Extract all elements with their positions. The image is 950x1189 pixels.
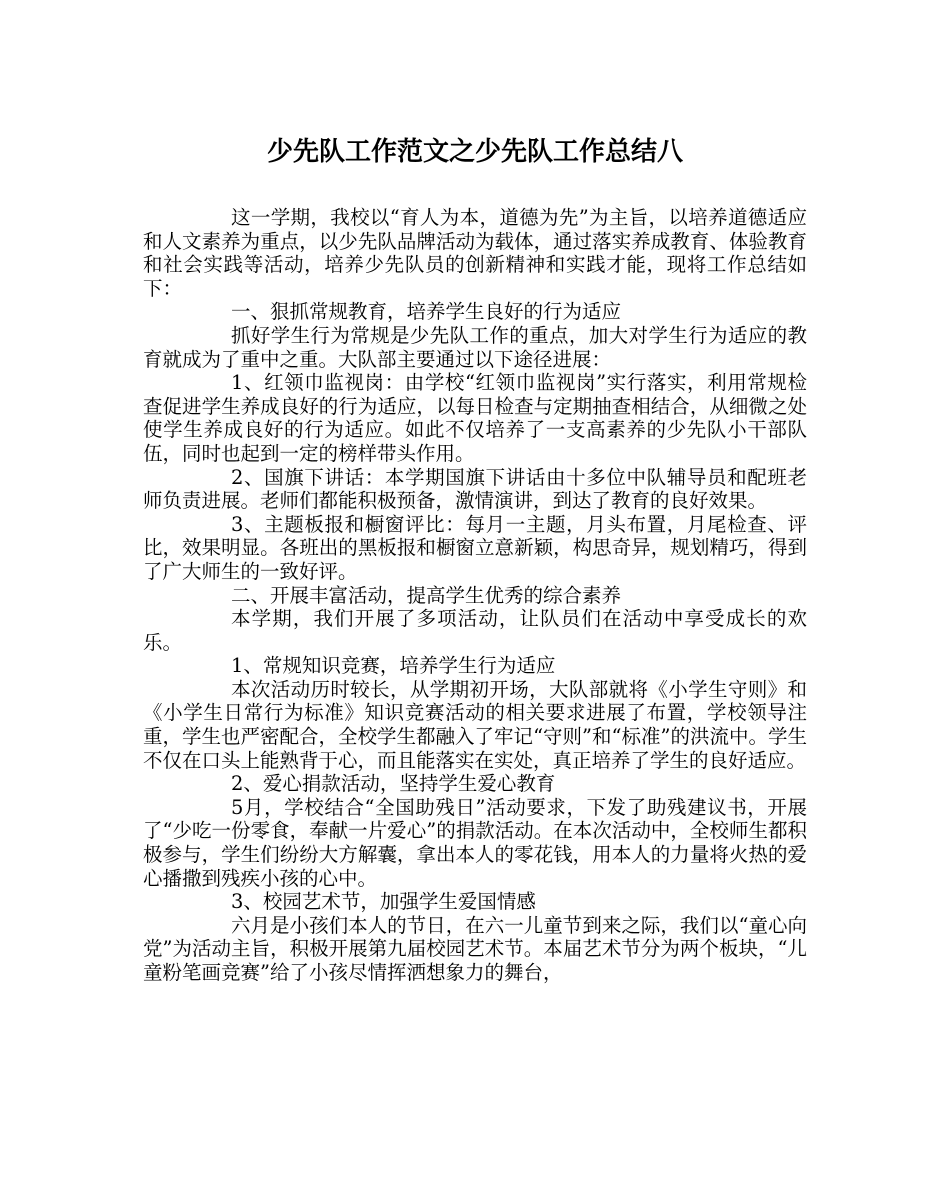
document-title: 少先队工作范文之少先队工作总结八 (266, 137, 683, 167)
intro-paragraph: 这一学期，我校以“育人为本，道德为先”为主旨，以培养道德适应和人文素养为重点，以少先队品牌活动为载体，通过落实养成教育、体验教育和社会实践等活动，培养少先队员的创新精神和实践才能，现将工作总结如下： (143, 206, 807, 300)
section-1-intro-paragraph: 抓好学生行为常规是少先队工作的重点，加大对学生行为适应的教育就成为了重中之重。大队部主要通过以下途径进展： (143, 323, 807, 371)
section-2-item-2-heading: 2、爱心捐款活动，坚持学生爱心教育 (231, 772, 556, 796)
section-heading-2: 二、开展丰富活动，提高学生优秀的综合素养 (231, 583, 622, 607)
section-2-item-3-heading: 3、校园艺术节，加强学生爱国情感 (231, 890, 536, 914)
section-1-item-1-paragraph: 1、红领巾监视岗：由学校“红领巾监视岗”实行落实，利用常规检查促进学生养成良好的行为适应，以每日检查与定期抽查相结合，从细微之处使学生养成良好的行为适应。如此不仅培养了一支高素养的少先队小干部队伍，同时也起到一定的榜样带头作用。 (143, 371, 807, 465)
section-2-item-3-paragraph: 六月是小孩们本人的节日，在六一儿童节到来之际，我们以“童心向党”为活动主旨，积极开展第九届校园艺术节。本届艺术节分为两个板块，“儿童粉笔画竞赛”给了小孩尽情挥洒想象力的舞台， (143, 913, 807, 984)
document-body (143, 206, 807, 985)
section-1-item-2-paragraph: 2、国旗下讲话：本学期国旗下讲话由十多位中队辅导员和配班老师负责进展。老师们都能积极预备，激情演讲，到达了教育的良好效果。 (143, 465, 807, 513)
section-2-intro-paragraph: 本学期，我们开展了多项活动，让队员们在活动中享受成长的欢乐。 (143, 607, 807, 654)
section-2-item-1-paragraph: 本次活动历时较长，从学期初开场，大队部就将《小学生守则》和《小学生日常行为标准》知识竞赛活动的相关要求进展了布置，学校领导注重，学生也严密配合，全校学生都融入了牢记“守则”和“标准”的洪流中。学生不仅在口头上能熟背于心，而且能落实在实处，真正培养了学生的良好适应。 (143, 677, 807, 772)
section-2-item-1-heading: 1、常规知识竞赛，培养学生行为适应 (231, 654, 556, 678)
section-heading-1: 一、狠抓常规教育，培养学生良好的行为适应 (231, 300, 622, 324)
section-1-item-3-paragraph: 3、主题板报和橱窗评比：每月一主题，月头布置，月尾检查、评比，效果明显。各班出的黑板报和橱窗立意新颖，构思奇异，规划精巧，得到了广大师生的一致好评。 (143, 512, 807, 583)
section-2-item-2-paragraph: 5月，学校结合“全国助残日”活动要求，下发了助残建议书，开展了“少吃一份零食，奉献一片爱心”的捐款活动。在本次活动中，全校师生都积极参与，学生们纷纷大方解囊，拿出本人的零花钱，用本人的力量将火热的爱心播撒到残疾小孩的心中。 (143, 795, 807, 890)
